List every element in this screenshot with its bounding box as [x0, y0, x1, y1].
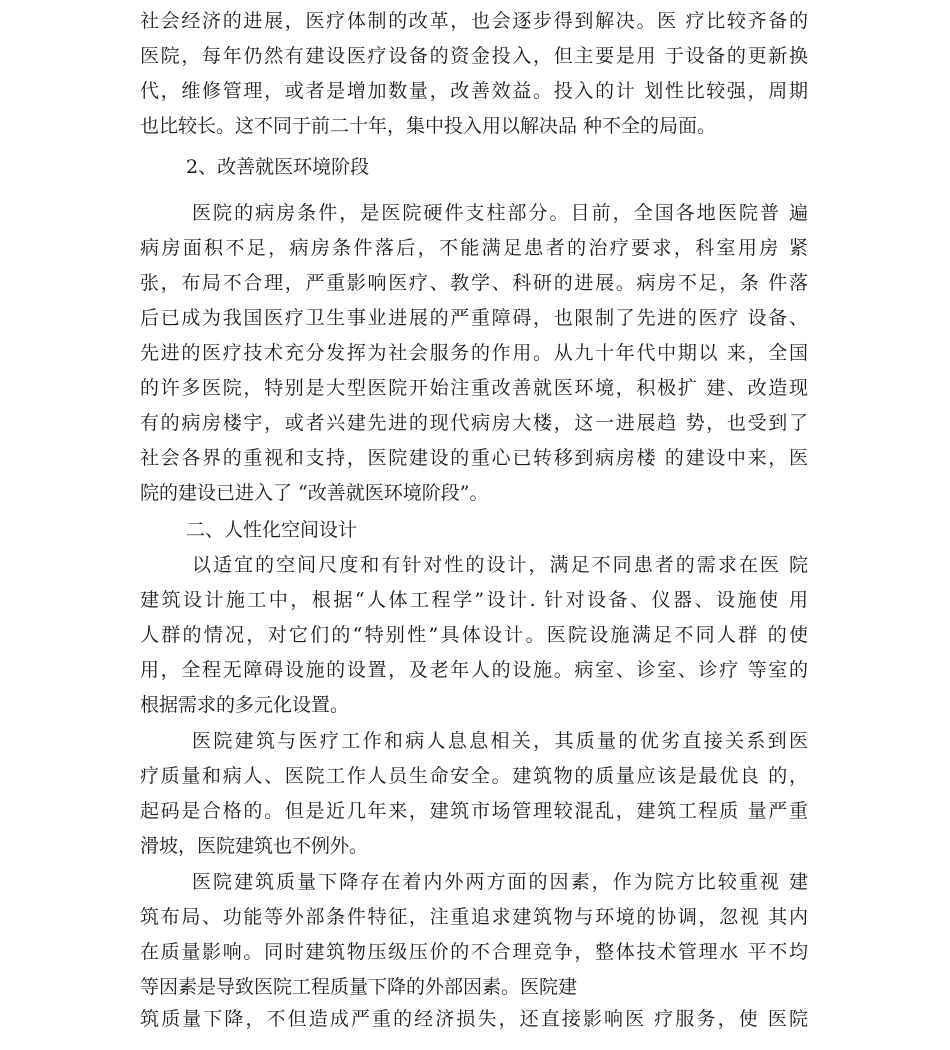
text-line: 医院，每年仍然有建设医疗设备的资金投入，但主要是用 于设备的更新换	[140, 45, 808, 67]
text-line: 等因素是导致医院工程质量下降的外部因素。医院建	[140, 976, 578, 998]
text-line: 医院建筑质量下降存在着内外两方面的因素，作为院方比较重视 建	[192, 871, 808, 893]
text-line: 后已成为我国医疗卫生事业进展的严重障碍，也限制了先进的医疗 设备、	[140, 307, 808, 329]
text-line: 也比较长。这不同于前二十年，集中投入用以解决品 种不全的局面。	[140, 115, 717, 137]
text-line: 筑布局、功能等外部条件特征，注重追求建筑物与环境的协调，忽视 其内	[140, 906, 808, 928]
text-line: 病房面积不足，病房条件落后，不能满足患者的治疗要求，科室用房 紧	[140, 237, 808, 259]
text-line: 起码是合格的。但是近几年来，建筑市场管理较混乱，建筑工程质 量严重	[140, 800, 808, 822]
text-line: 张，布局不合理，严重影响医疗、教学、科研的进展。病房不足，条 件落	[140, 272, 808, 294]
text-line: 用，全程无障碍设施的设置，及老年人的设施。病室、诊室、诊疗 等室的	[140, 659, 808, 681]
text-line: 根据需求的多元化设置。	[140, 694, 350, 716]
section-heading-improve-environment: 2、改善就医环境阶段	[186, 156, 370, 178]
text-line: 在质量影响。同时建筑物压级压价的不合理竞争，整体技术管理水 平不均	[140, 941, 808, 963]
text-line: 建筑设计施工中，根据“人体工程学”设计. 针对设备、仪器、设施使 用	[140, 589, 808, 611]
text-line: 有的病房楼宇，或者兴建先进的现代病房大楼，这一进展趋 势，也受到了	[140, 412, 808, 434]
text-line: 代，维修管理，或者是增加数量，改善效益。投入的计 划性比较强，周期	[140, 80, 808, 102]
text-line: 先进的医疗技术充分发挥为社会服务的作用。从九十年代中期以 来，全国	[140, 342, 808, 364]
text-line: 滑坡，医院建筑也不例外。	[140, 835, 369, 857]
text-line: 社会各界的重视和支持，医院建设的重心已转移到病房楼 的建设中来，医	[140, 447, 808, 469]
text-line: 的许多医院，特别是大型医院开始注重改善就医环境，积极扩 建、改造现	[140, 377, 808, 399]
text-line: 社会经济的进展，医疗体制的改革，也会逐步得到解决。医 疗比较齐备的	[140, 10, 808, 32]
text-line: 以适宜的空间尺度和有针对性的设计，满足不同患者的需求在医 院	[192, 554, 808, 576]
text-line: 人群的情况，对它们的“特别性”具体设计。医院设施满足不同人群 的使	[140, 624, 808, 646]
text-line: 医院建筑与医疗工作和病人息息相关，其质量的优劣直接关系到医	[192, 730, 808, 752]
section-heading-humanized-space: 二、人性化空间设计	[186, 519, 358, 541]
text-line: 疗质量和病人、医院工作人员生命安全。建筑物的质量应该是最优良 的，	[140, 765, 808, 787]
text-line: 院的建设已进入了 “改善就医环境阶段”。	[140, 482, 489, 504]
text-line: 医院的病房条件，是医院硬件支柱部分。目前，全国各地医院普 遍	[192, 202, 808, 224]
text-line: 筑质量下降，不但造成严重的经济损失，还直接影响医 疗服务，使 医院	[140, 1008, 808, 1030]
